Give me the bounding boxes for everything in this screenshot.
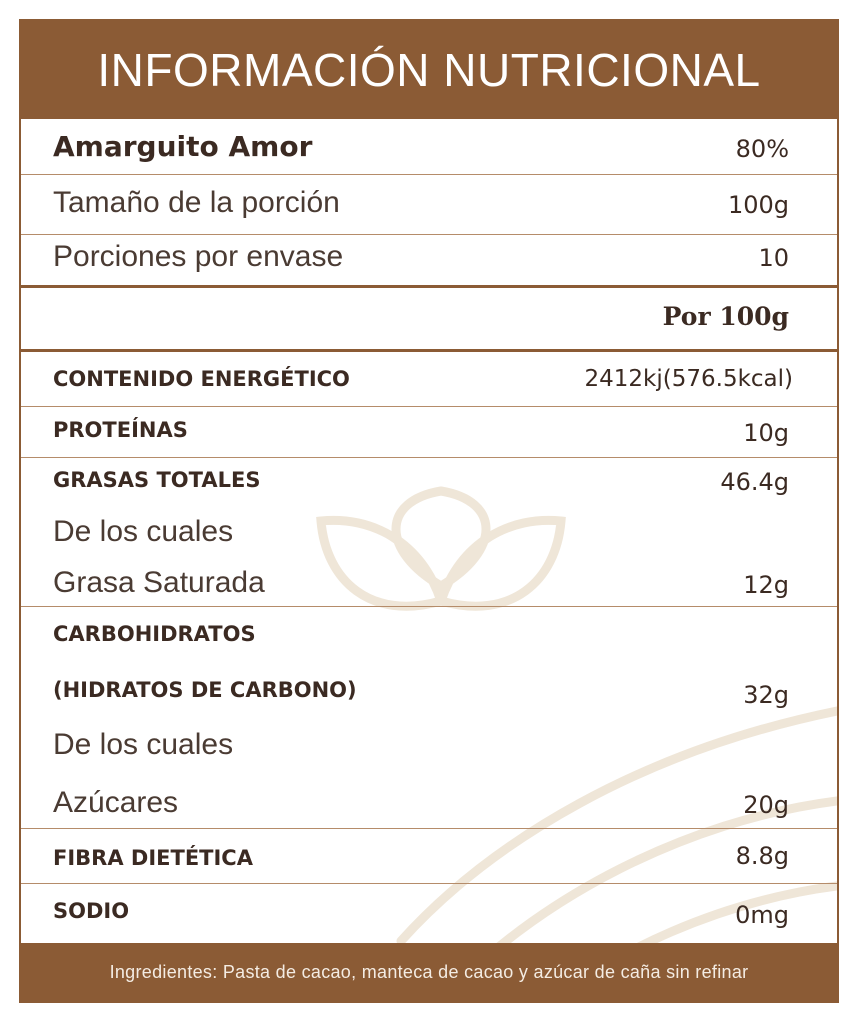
protein-row bbox=[21, 407, 837, 457]
sodium-label: SODIO bbox=[53, 899, 130, 923]
servings-per-container-value: 10 bbox=[758, 244, 789, 272]
carbohydrates-label-alt: (HIDRATOS DE CARBONO) bbox=[53, 678, 357, 702]
per-100g-row bbox=[21, 288, 837, 349]
sugars-label: Azúcares bbox=[53, 786, 179, 819]
cacao-percent: 80% bbox=[735, 135, 789, 163]
page-title: INFORMACIÓN NUTRICIONAL bbox=[97, 44, 761, 96]
servings-per-container-row bbox=[21, 235, 837, 284]
serving-size-row bbox=[21, 175, 837, 234]
carbs-sub-intro: De los cuales bbox=[53, 728, 234, 761]
energy-row bbox=[21, 352, 837, 406]
nutrition-facts-panel bbox=[19, 19, 839, 1003]
product-row bbox=[21, 119, 837, 174]
fat-label: GRASAS TOTALES bbox=[53, 468, 261, 492]
ingredients-text: Ingredientes: Pasta de cacao, manteca de cacao y azúcar de caña sin refinar bbox=[109, 961, 749, 982]
header-band bbox=[21, 21, 837, 119]
energy-value: 2412kj(576.5kcal) bbox=[584, 366, 793, 392]
fat-value: 46.4g bbox=[720, 468, 789, 496]
fiber-label: FIBRA DIETÉTICA bbox=[53, 846, 253, 870]
protein-label: PROTEÍNAS bbox=[53, 418, 188, 442]
serving-size-value: 100g bbox=[727, 191, 789, 219]
sodium-value: 0mg bbox=[735, 901, 789, 929]
protein-value: 10g bbox=[743, 419, 789, 447]
energy-label: CONTENIDO ENERGÉTICO bbox=[53, 367, 350, 391]
fiber-value: 8.8g bbox=[735, 842, 789, 870]
ingredients-band bbox=[21, 943, 837, 1001]
sugars-value: 20g bbox=[743, 791, 789, 819]
carbohydrates-label: CARBOHIDRATOS bbox=[53, 622, 256, 646]
sodium-row bbox=[21, 884, 837, 944]
fat-row bbox=[21, 458, 837, 606]
product-name: Amarguito Amor bbox=[53, 130, 313, 163]
carbohydrates-value: 32g bbox=[743, 681, 789, 709]
fiber-row bbox=[21, 829, 837, 883]
per-100g-label: Por 100g bbox=[662, 302, 789, 331]
serving-size-label: Tamaño de la porción bbox=[53, 186, 340, 219]
saturated-fat-label: Grasa Saturada bbox=[53, 566, 265, 599]
carbohydrates-row bbox=[21, 607, 837, 828]
fat-sub-intro: De los cuales bbox=[53, 515, 234, 548]
saturated-fat-value: 12g bbox=[743, 571, 789, 599]
servings-per-container-label: Porciones por envase bbox=[53, 240, 344, 273]
